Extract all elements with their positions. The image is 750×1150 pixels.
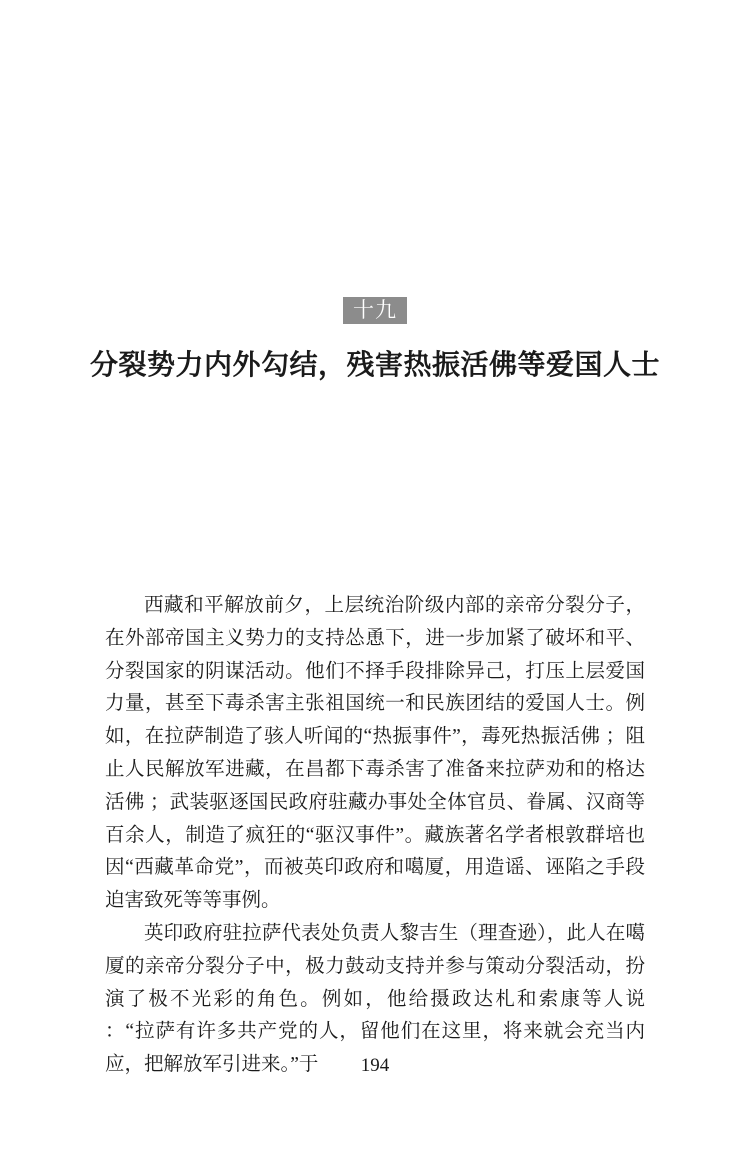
chapter-number-badge: 十九 (343, 297, 407, 324)
chapter-title: 分裂势力内外勾结，残害热振活佛等爱国人士 (89, 350, 660, 381)
paragraph-1: 西藏和平解放前夕，上层统治阶级内部的亲帝分裂分子，在外部帝国主义势力的支持怂恿下，进一步加紧了破坏和平、分裂国家的阴谋活动。他们不择手段排除异己，打压上层爱国力量，甚至下毒杀害主张祖国统一和民族团结的爱国人士。例如，在拉萨制造了骇人听闻的“热振事件”，毒死热振活佛 ；阻止人民解放军进藏，在昌都下毒杀害了准备来拉萨劝和的格达活佛 ；武装驱逐国民政府驻藏办事处全体官员、眷属、汉商等百余人，制造了疯狂的“驱汉事件”。藏族著名学者根敦群培也因“西藏革命党”，而被英印政府和噶厦，用造谣、诬陷之手段迫害致死等等事例。 (105, 595, 645, 912)
paragraph-2: 英印政府驻拉萨代表处负责人黎吉生（理查逊），此人在噶厦的亲帝分裂分子中，极力鼓动支持并参与策动分裂活动，扮演了极不光彩的角色。例如，他给摄政达札和索康等人说 ：“拉萨有许多共产党的人，留他们在这里，将来就会充当内应，把解放军引进来。”于 (105, 922, 645, 1076)
page-number: 194 (360, 1055, 390, 1076)
body-text (105, 590, 645, 1082)
